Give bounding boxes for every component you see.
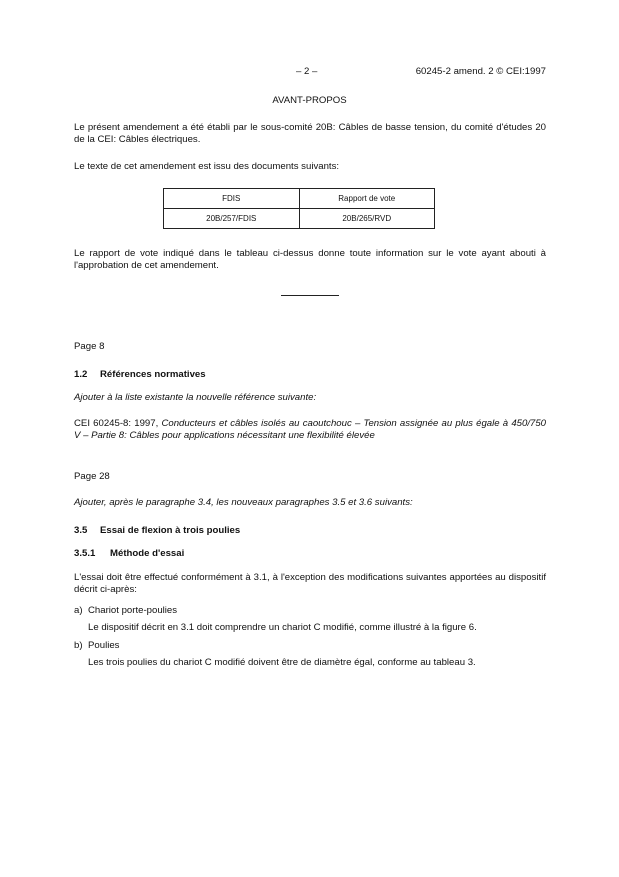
documents-table [163,188,435,229]
heading-3-5 [74,525,546,537]
instruction-normative-ref: Ajouter à la liste existante la nouvelle référence suivante: [74,392,317,403]
page-ref-8: Page 8 [74,341,105,352]
reference-title: Conducteurs et câbles isolés au caoutchouc – Tension assignée au plus égale à 450/750 V – Partie 8: Câbles pour applications nécessitant une flexibilité élevée [74,418,546,441]
heading-3-5-1-number: 3.5.1 [74,548,96,559]
test-method-paragraph: L'essai doit être effectué conformément à 3.1, à l'exception des modifications suivantes apportées au dispositif décrit ci-après: [74,572,546,595]
list-item-title: Chariot porte-poulies [88,605,178,616]
foreword-paragraph-1: Le présent amendement a été établi par le sous-comité 20B: Câbles de basse tension, du comité d'études 20 de la CEI: Câbles électriques. [74,122,546,145]
heading-3-5-number: 3.5 [74,525,88,536]
heading-3-5-text: Essai de flexion à trois poulies [100,525,241,536]
separator-line [281,295,339,296]
heading-3-5-1 [74,548,546,560]
list-item-text: Le dispositif décrit en 3.1 doit comprendre un chariot C modifié, comme illustré à la figure 6. [88,622,477,633]
foreword-paragraph-3: Le rapport de vote indiqué dans le tableau ci-dessus donne toute information sur le vote ayant abouti à l'approbation de cet amendement. [74,248,546,271]
list-item-text: Les trois poulies du chariot C modifié doivent être de diamètre égal, conforme au tableau 3. [88,657,476,668]
table-cell-vote-report: 20B/265/RVD [299,209,435,229]
document-reference: 60245-2 amend. 2 © CEI:1997 [415,66,546,77]
page-number: – 2 – [296,66,318,77]
foreword-paragraph-2: Le texte de cet amendement est issu des documents suivants: [74,161,340,172]
normative-reference [74,418,546,442]
page-ref-28: Page 28 [74,471,110,482]
list-item [74,605,177,616]
table-cell-fdis: 20B/257/FDIS [164,209,300,229]
heading-1-2-text: Références normatives [100,369,206,380]
reference-number: CEI 60245-8: 1997, [74,418,162,429]
instruction-new-paragraphs: Ajouter, après le paragraphe 3.4, les nouveaux paragraphes 3.5 et 3.6 suivants: [74,497,413,508]
list-item [74,640,119,651]
table-header-vote-report: Rapport de vote [299,189,435,209]
table-row [164,209,435,229]
heading-1-2 [74,369,546,381]
list-item-label: a) [74,605,83,616]
foreword-title: AVANT-PROPOS [272,95,347,106]
heading-1-2-number: 1.2 [74,369,88,380]
list-item-title: Poulies [88,640,120,651]
table-header-fdis: FDIS [164,189,300,209]
table-header-row [164,189,435,209]
heading-3-5-1-text: Méthode d'essai [110,548,185,559]
list-item-label: b) [74,640,83,651]
